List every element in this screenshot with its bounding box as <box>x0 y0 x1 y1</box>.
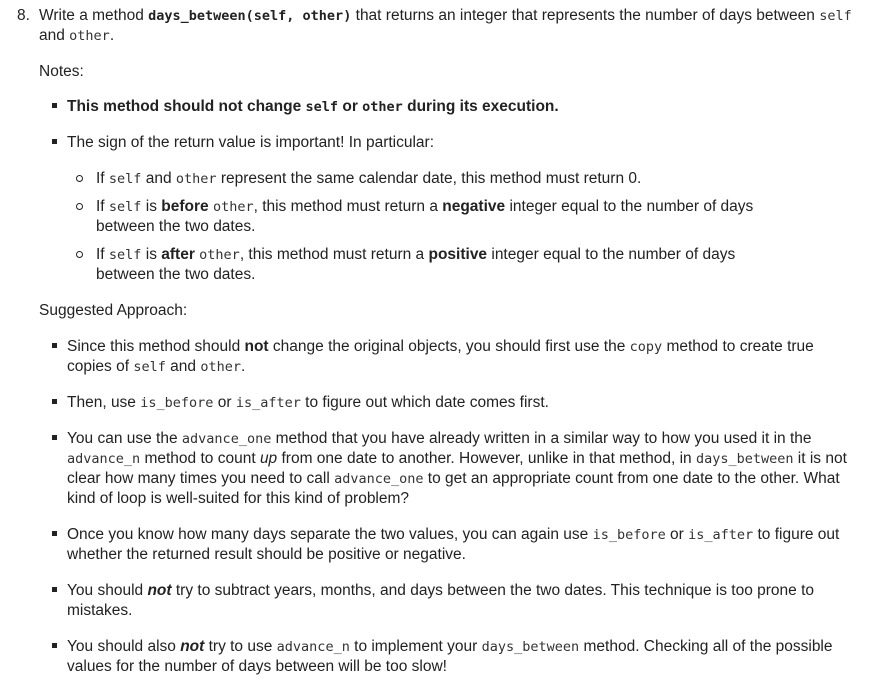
bullet-circle-icon <box>76 245 94 265</box>
approach-item-5 <box>52 581 852 621</box>
code-other: other <box>212 199 254 215</box>
sub-item-2 <box>76 197 816 237</box>
ap6-c: to implement your <box>349 638 482 655</box>
bullet-square-icon <box>52 637 66 657</box>
note2-text: The sign of the return value is important! In particular: <box>67 134 435 151</box>
sub3-a: , this method must return a <box>239 246 429 263</box>
bullet-square-icon <box>52 525 66 545</box>
code-other: other <box>199 247 240 263</box>
bullet-square-icon <box>52 429 66 449</box>
sub3-b: integer equal to the number of days between the two dates. <box>96 246 736 283</box>
approach-item-4 <box>52 525 852 565</box>
ap3-b: method that you have already written in a similar way to how you used it in the <box>271 430 812 447</box>
code-other: other <box>69 28 110 44</box>
approach-heading: Suggested Approach: <box>39 302 188 319</box>
code-is-before: is_before <box>140 395 214 411</box>
ap6-b: try to use <box>204 638 277 655</box>
question-end: . <box>109 27 115 44</box>
sub-item-1 <box>76 169 816 189</box>
sub2-a: , this method must return a <box>253 198 443 215</box>
bullet-square-icon <box>52 337 66 357</box>
code-advance-n: advance_n <box>67 451 141 467</box>
code-days-between: days_between <box>695 451 794 467</box>
code-self: self <box>108 171 142 187</box>
note1-b: or <box>338 98 363 115</box>
code-advance-one: advance_one <box>181 431 272 447</box>
code-days-between: days_between <box>481 639 580 655</box>
sub3-if: If <box>96 246 109 263</box>
note1-c: during its execution. <box>402 98 559 115</box>
note-item-2 <box>52 133 852 153</box>
code-is-before: is_before <box>592 527 666 543</box>
approach-item-2 <box>52 393 852 413</box>
code-self: self <box>819 8 852 24</box>
ap1-and: and <box>165 358 201 375</box>
method-signature: days_between(self, other) <box>148 8 352 24</box>
sub1-if: If <box>96 170 109 187</box>
code-other: other <box>200 359 241 375</box>
question-text <box>39 6 869 46</box>
bullet-square-icon <box>52 393 66 413</box>
bullet-square-icon <box>52 133 66 153</box>
question-and: and <box>39 27 70 44</box>
notes-heading: Notes: <box>39 63 84 80</box>
code-self: self <box>133 359 166 375</box>
approach-item-3 <box>52 429 852 509</box>
ap1-b: change the original objects, you should first use the <box>268 338 630 355</box>
ap1-c: method to create true copies of <box>67 338 814 375</box>
ap3-f: to get an appropriate count from one date to the other. What kind of loop is well-suited for this kind of problem? <box>67 470 840 507</box>
ap5-not: not <box>147 582 172 599</box>
code-advance-n: advance_n <box>276 639 350 655</box>
ap4-b: to figure out whether the returned result should be positive or negative. <box>67 526 840 563</box>
ap6-not: not <box>180 638 205 655</box>
code-is-after: is_after <box>235 395 301 411</box>
sub3-is: is <box>141 246 162 263</box>
ap4-a: Once you know how many days separate the two values, you can again use <box>67 526 593 543</box>
approach-item-1 <box>52 337 852 377</box>
code-self: self <box>305 99 339 115</box>
code-other: other <box>362 99 403 115</box>
ap3-e: it is not clear how many times you need to call <box>67 450 847 487</box>
note-item-1 <box>52 97 852 117</box>
ap5-a: You should <box>67 582 148 599</box>
sub3-after: after <box>161 246 195 263</box>
sub2-if: If <box>96 198 109 215</box>
ap3-up: up <box>259 450 278 467</box>
ap6-d: method. Checking all of the possible values for the number of days between will be too slow! <box>67 638 833 675</box>
sub2-negative: negative <box>442 198 506 215</box>
ap2-b: to figure out which date comes first. <box>300 394 549 411</box>
ap4-or: or <box>665 526 689 543</box>
ap6-a: You should also <box>67 638 181 655</box>
question-mid: that returns an integer that represents the number of days between <box>351 7 820 24</box>
sub2-is: is <box>141 198 162 215</box>
note1-a: This method should not change <box>67 98 306 115</box>
code-self: self <box>108 199 142 215</box>
bullet-square-icon <box>52 97 66 117</box>
code-self: self <box>108 247 142 263</box>
sub1-rest: represent the same calendar date, this method must return 0. <box>216 170 642 187</box>
ap1-not: not <box>244 338 269 355</box>
code-other: other <box>175 171 217 187</box>
ap2-or: or <box>213 394 236 411</box>
question-number: 8. <box>17 7 30 24</box>
code-copy: copy <box>629 339 663 355</box>
ap1-end: . <box>241 358 246 375</box>
bullet-circle-icon <box>76 169 94 189</box>
code-is-after: is_after <box>688 527 754 543</box>
sub2-before: before <box>161 198 209 215</box>
ap5-b: try to subtract years, months, and days between the two dates. This technique is too prone to mistakes. <box>67 582 815 619</box>
sub3-positive: positive <box>428 246 488 263</box>
bullet-square-icon <box>52 581 66 601</box>
approach-item-6 <box>52 637 852 677</box>
bullet-circle-icon <box>76 197 94 217</box>
ap3-a: You can use the <box>67 430 182 447</box>
sub-item-3 <box>76 245 816 285</box>
code-advance-one: advance_one <box>334 471 424 487</box>
sub1-and: and <box>141 170 176 187</box>
ap2-a: Then, use <box>67 394 141 411</box>
ap3-d: from one date to another. However, unlike in that method, in <box>277 450 696 467</box>
question-pre: Write a method <box>39 7 149 24</box>
ap3-c: method to count <box>140 450 260 467</box>
ap1-a: Since this method should <box>67 338 245 355</box>
sub2-b: integer equal to the number of days between the two dates. <box>96 198 754 235</box>
